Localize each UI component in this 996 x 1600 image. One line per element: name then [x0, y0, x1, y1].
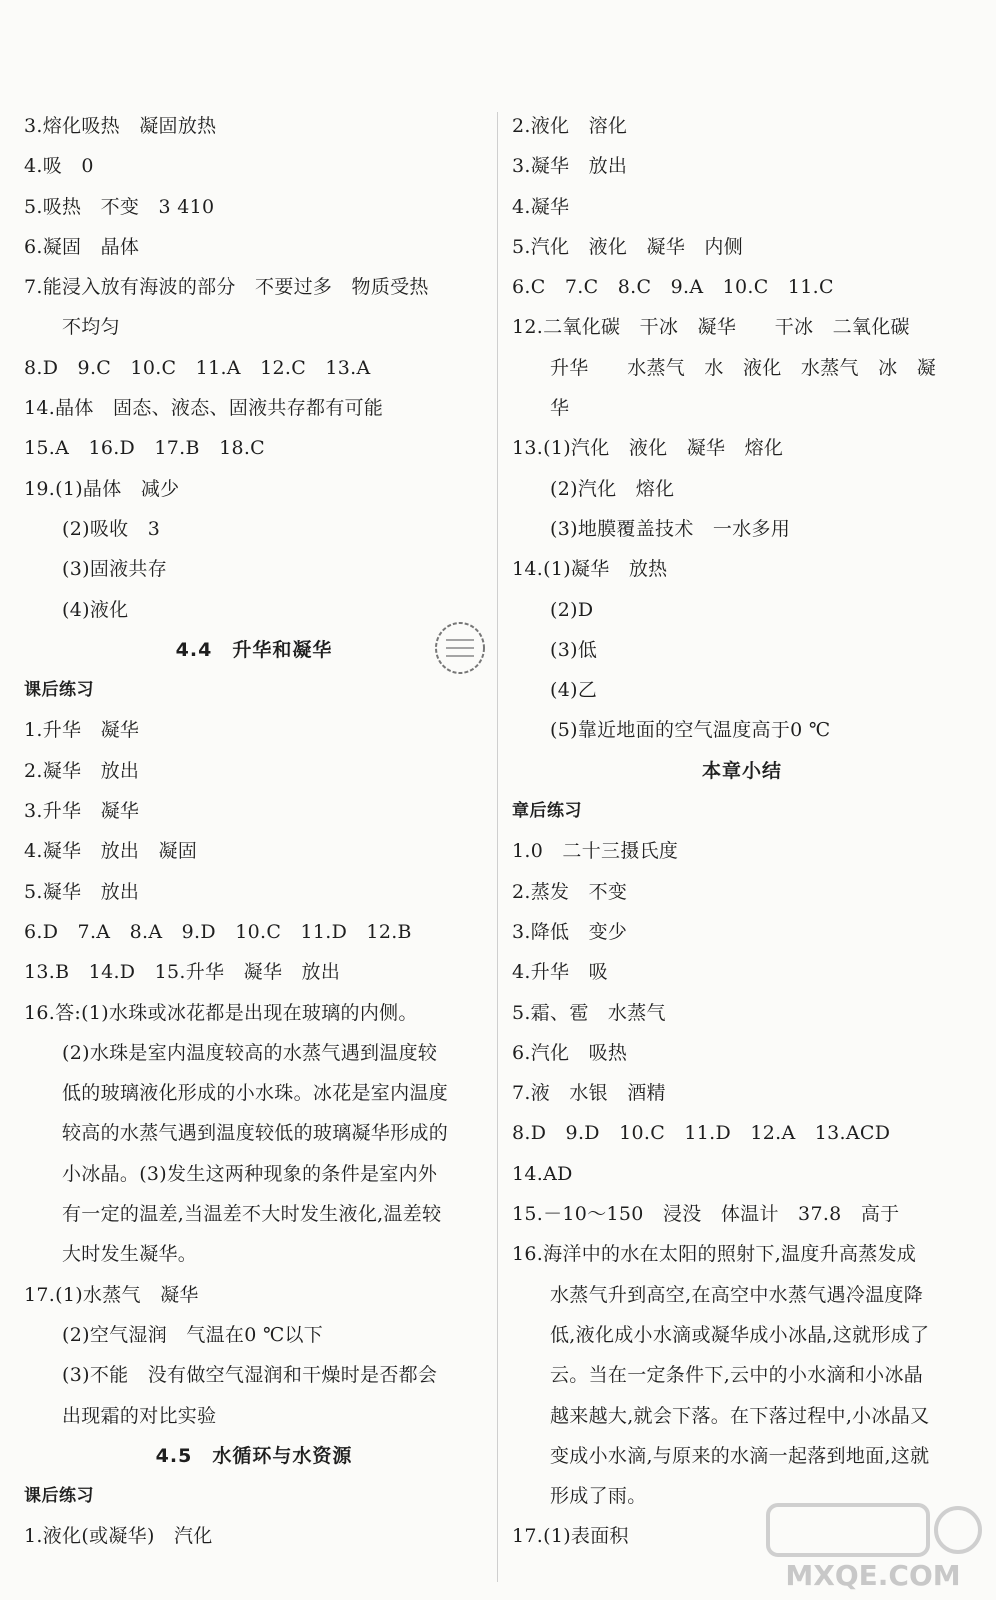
right-answer-line: 升华 水蒸气 水 液化 水蒸气 冰 凝 — [550, 356, 937, 379]
left-answer-line: 2.凝华 放出 — [24, 759, 140, 782]
left-answer-line: 6.D 7.A 8.A 9.D 10.C 11.D 12.B — [24, 920, 412, 943]
left-answer-line: 1.液化(或凝华) 汽化 — [24, 1525, 213, 1548]
right-answer-line: 低,液化成小水滴或凝华成小冰晶,这就形成了 — [550, 1323, 930, 1346]
right-answer-line: 7.液 水银 酒精 — [512, 1082, 666, 1105]
right-column — [512, 106, 972, 1557]
left-answer-line: 17.(1)水蒸气 凝华 — [24, 1283, 199, 1306]
left-section-heading: 4.4 升华和凝华 — [175, 638, 333, 661]
left-answer-line: 3.熔化吸热 凝固放热 — [24, 115, 217, 137]
stamp-icon — [432, 620, 488, 676]
right-answer-line: 3.凝华 放出 — [512, 155, 628, 178]
left-column — [24, 106, 484, 1557]
left-answer-line: 3.升华 凝华 — [24, 800, 140, 823]
left-answer-line: 大时发生凝华。 — [62, 1243, 198, 1266]
left-answer-line: 14.晶体 固态、液态、固液共存都有可能 — [24, 397, 384, 420]
left-answer-line: 1.升华 凝华 — [24, 719, 140, 742]
right-answer-line: (3)低 — [550, 638, 598, 661]
left-subheading: 课后练习 — [24, 680, 94, 701]
left-answer-line: 13.B 14.D 15.升华 凝华 放出 — [24, 961, 341, 984]
right-answer-line: 水蒸气升到高空,在高空中水蒸气遇冷温度降 — [550, 1283, 924, 1306]
left-answer-line: 5.吸热 不变 3 410 — [24, 195, 215, 218]
right-answer-line: 12.二氧化碳 干冰 凝华 干冰 二氧化碳 — [512, 316, 910, 339]
right-answer-line: (2)D — [550, 598, 594, 621]
right-answer-line: 13.(1)汽化 液化 凝华 熔化 — [512, 437, 784, 460]
right-subheading: 章后练习 — [512, 801, 582, 822]
right-answer-line: 16.海洋中的水在太阳的照射下,温度升高蒸发成 — [512, 1243, 917, 1266]
right-answer-line: 形成了雨。 — [550, 1485, 647, 1508]
right-answer-line: 变成小水滴,与原来的水滴一起落到地面,这就 — [550, 1444, 930, 1467]
left-answer-line: 4.凝华 放出 凝固 — [24, 840, 198, 863]
left-answer-line: 不均匀 — [62, 316, 120, 339]
right-answer-line: 6.汽化 吸热 — [512, 1041, 628, 1064]
right-answer-line: 2.液化 溶化 — [512, 115, 628, 137]
right-answer-line: 17.(1)表面积 — [512, 1525, 629, 1548]
right-answer-line: 5.霜、雹 水蒸气 — [512, 1001, 666, 1024]
left-answer-line: (4)液化 — [62, 598, 129, 621]
right-answer-line: 15.－10～150 浸没 体温计 37.8 高于 — [512, 1203, 900, 1226]
right-answer-line: 越来越大,就会下落。在下落过程中,小冰晶又 — [550, 1404, 930, 1427]
left-section-heading: 4.5 水循环与水资源 — [155, 1444, 353, 1467]
left-answer-line: (2)吸收 3 — [62, 517, 161, 540]
left-answer-line: (2)水珠是室内温度较高的水蒸气遇到温度较 — [62, 1041, 438, 1064]
left-answer-line: 15.A 16.D 17.B 18.C — [24, 437, 266, 460]
right-answer-line: 14.AD — [512, 1162, 573, 1185]
left-answer-line: 小冰晶。(3)发生这两种现象的条件是室内外 — [62, 1162, 438, 1185]
left-answer-line: 7.能浸入放有海波的部分 不要过多 物质受热 — [24, 276, 429, 299]
left-answer-line: 有一定的温差,当温差不大时发生液化,温差较 — [62, 1203, 442, 1226]
right-answer-line: 8.D 9.D 10.C 11.D 12.A 13.ACD — [512, 1122, 891, 1145]
right-answer-line: 4.升华 吸 — [512, 961, 608, 984]
right-answer-line: (4)乙 — [550, 679, 598, 702]
left-answer-line: (3)不能 没有做空气湿润和干燥时是否都会 — [62, 1364, 438, 1387]
right-answer-line: 1.0 二十三摄氏度 — [512, 840, 679, 863]
right-section-heading: 本章小结 — [701, 759, 782, 782]
right-answer-line: 14.(1)凝华 放热 — [512, 558, 668, 581]
right-answer-line: 华 — [550, 397, 570, 420]
right-answer-line: 3.降低 变少 — [512, 920, 628, 943]
right-answer-line: (2)汽化 熔化 — [550, 477, 675, 500]
right-answer-line: (3)地膜覆盖技术 一水多用 — [550, 517, 791, 540]
column-divider — [497, 112, 498, 1582]
left-answer-line: (2)空气湿润 气温在0 ℃以下 — [62, 1323, 324, 1346]
left-answer-line: 5.凝华 放出 — [24, 880, 140, 903]
left-answer-line: 16.答:(1)水珠或冰花都是出现在玻璃的内侧。 — [24, 1001, 418, 1024]
right-answer-line: 2.蒸发 不变 — [512, 880, 628, 903]
left-answer-line: 4.吸 0 — [24, 155, 94, 178]
right-answer-line: 6.C 7.C 8.C 9.A 10.C 11.C — [512, 276, 834, 299]
left-answer-line: 出现霜的对比实验 — [62, 1404, 217, 1427]
left-answer-line: 8.D 9.C 10.C 11.A 12.C 13.A — [24, 356, 371, 379]
left-answer-line: 较高的水蒸气遇到温度较低的玻璃凝华形成的 — [62, 1122, 449, 1145]
left-answer-line: 19.(1)晶体 减少 — [24, 477, 180, 500]
watermark — [758, 1499, 988, 1594]
left-answer-line: 6.凝固 晶体 — [24, 235, 140, 258]
watermark-text: MXQE.COM — [785, 1559, 961, 1592]
watermark-logo-icon — [758, 1499, 988, 1594]
left-subheading: 课后练习 — [24, 1486, 94, 1507]
left-answer-line: 低的玻璃液化形成的小水珠。冰花是室内温度 — [62, 1082, 449, 1105]
right-answer-line: (5)靠近地面的空气温度高于0 ℃ — [550, 719, 831, 742]
right-answer-line: 4.凝华 — [512, 195, 570, 218]
left-answer-line: (3)固液共存 — [62, 558, 168, 581]
right-answer-line: 云。当在一定条件下,云中的小水滴和小冰晶 — [550, 1364, 924, 1387]
right-answer-line: 5.汽化 液化 凝华 内侧 — [512, 235, 744, 258]
